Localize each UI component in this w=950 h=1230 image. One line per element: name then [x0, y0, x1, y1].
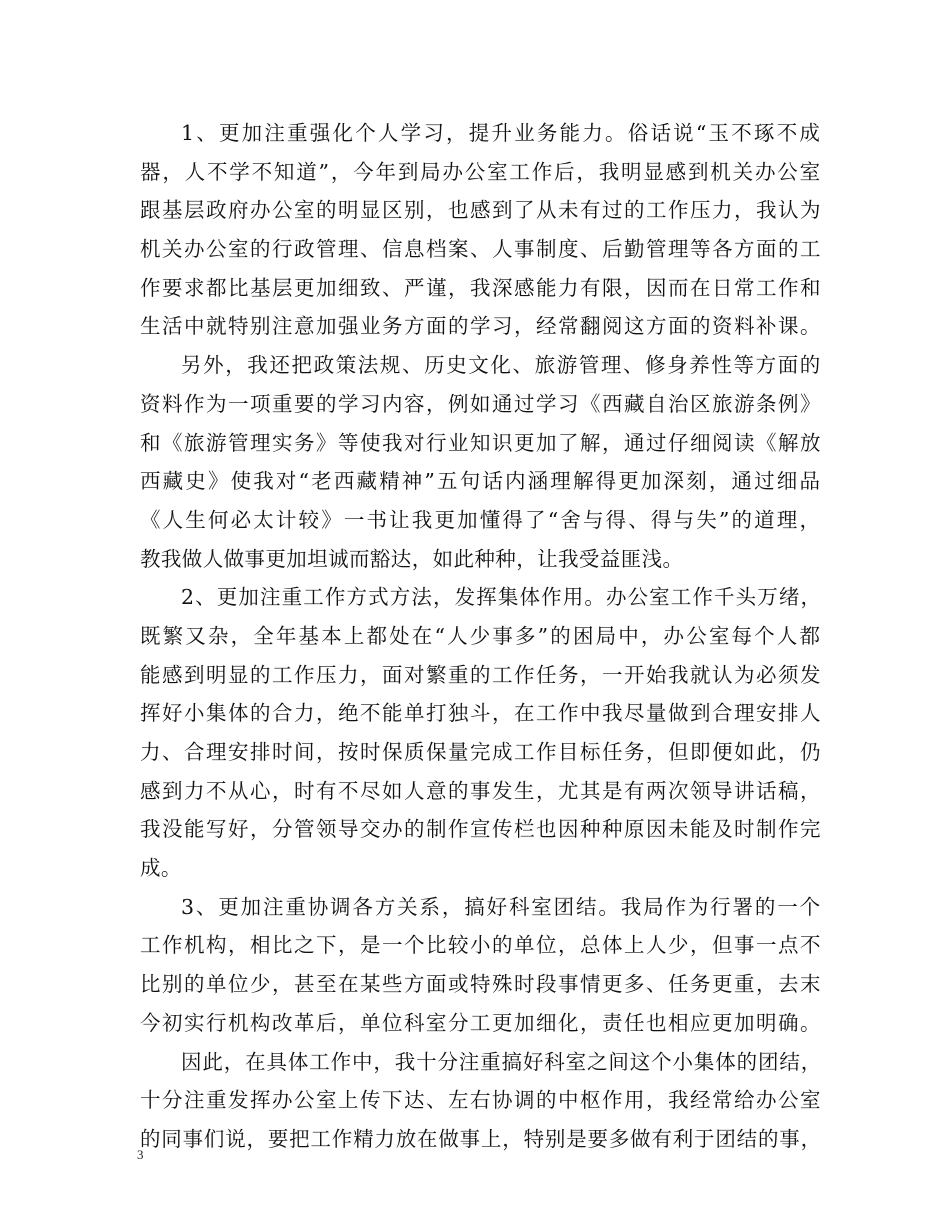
text-line: 今初实行机构改革后，单位科室分工更加细化，责任也相应更加明确。	[140, 1010, 822, 1035]
body-text	[140, 114, 822, 1159]
text-line: 西藏史》使我对“老西藏精神”五句话内涵理解得更加深刻，通过细品	[140, 469, 822, 494]
text-line: 既繁又杂，全年基本上都处在“人少事多”的困局中，办公室每个人都	[140, 623, 822, 648]
text-line: 挥好小集体的合力，绝不能单打独斗，在工作中我尽量做到合理安排人	[140, 701, 822, 726]
text-line: 器，人不学不知道”，今年到局办公室工作后，我明显感到机关办公室	[140, 159, 822, 184]
text-line: 和《旅游管理实务》等使我对行业知识更加了解，通过仔细阅读《解放	[140, 430, 822, 455]
text-line: 成。	[140, 856, 182, 881]
text-line: 生活中就特别注意加强业务方面的学习，经常翻阅这方面的资料补课。	[140, 314, 822, 339]
text-line: 力、合理安排时间，按时保质保量完成工作目标任务，但即便如此，仍	[140, 740, 822, 764]
text-line: 因此，在具体工作中，我十分注重搞好科室之间这个小集体的团结，	[181, 1049, 822, 1074]
text-line: 《人生何必太计较》一书让我更加懂得了“舍与得、得与失”的道理，	[140, 507, 822, 532]
text-line: 的同事们说，要把工作精力放在做事上，特别是要多做有利于团结的事，	[140, 1126, 822, 1151]
text-line: 十分注重发挥办公室上传下达、左右协调的中枢作用，我经常给办公室	[140, 1088, 822, 1113]
text-line: 感到力不从心，时有不尽如人意的事发生，尤其是有两次领导讲话稿，	[140, 778, 822, 803]
text-line: 资料作为一项重要的学习内容，例如通过学习《西藏自治区旅游条例》	[140, 391, 822, 416]
text-line: 3、更加注重协调各方关系，搞好科室团结。我局作为行署的一个	[181, 894, 822, 919]
text-line: 工作机构，相比之下，是一个比较小的单位，总体上人少，但事一点不	[140, 933, 822, 958]
text-line: 机关办公室的行政管理、信息档案、人事制度、后勤管理等各方面的工	[140, 237, 822, 262]
text-line: 我没能写好，分管领导交办的制作宣传栏也因种种原因未能及时制作完	[140, 817, 822, 842]
text-line: 1、更加注重强化个人学习，提升业务能力。俗话说“玉不琢不成	[181, 121, 822, 145]
text-line: 比别的单位少，甚至在某些方面或特殊时段事情更多、任务更重，去末	[140, 972, 822, 997]
text-line: 教我做人做事更加坦诚而豁达，如此种种，让我受益匪浅。	[140, 546, 684, 571]
text-line: 能感到明显的工作压力，面对繁重的工作任务，一开始我就认为必须发	[140, 662, 822, 687]
text-line: 跟基层政府办公室的明显区别，也感到了从未有过的工作压力，我认为	[140, 198, 822, 223]
text-line: 2、更加注重工作方式方法，发挥集体作用。办公室工作千头万绪，	[181, 585, 822, 610]
text-line: 另外，我还把政策法规、历史文化、旅游管理、修身养性等方面的	[181, 353, 822, 378]
text-line: 作要求都比基层更加细致、严谨，我深感能力有限，因而在日常工作和	[140, 275, 822, 300]
page-number: 3	[137, 1147, 144, 1162]
